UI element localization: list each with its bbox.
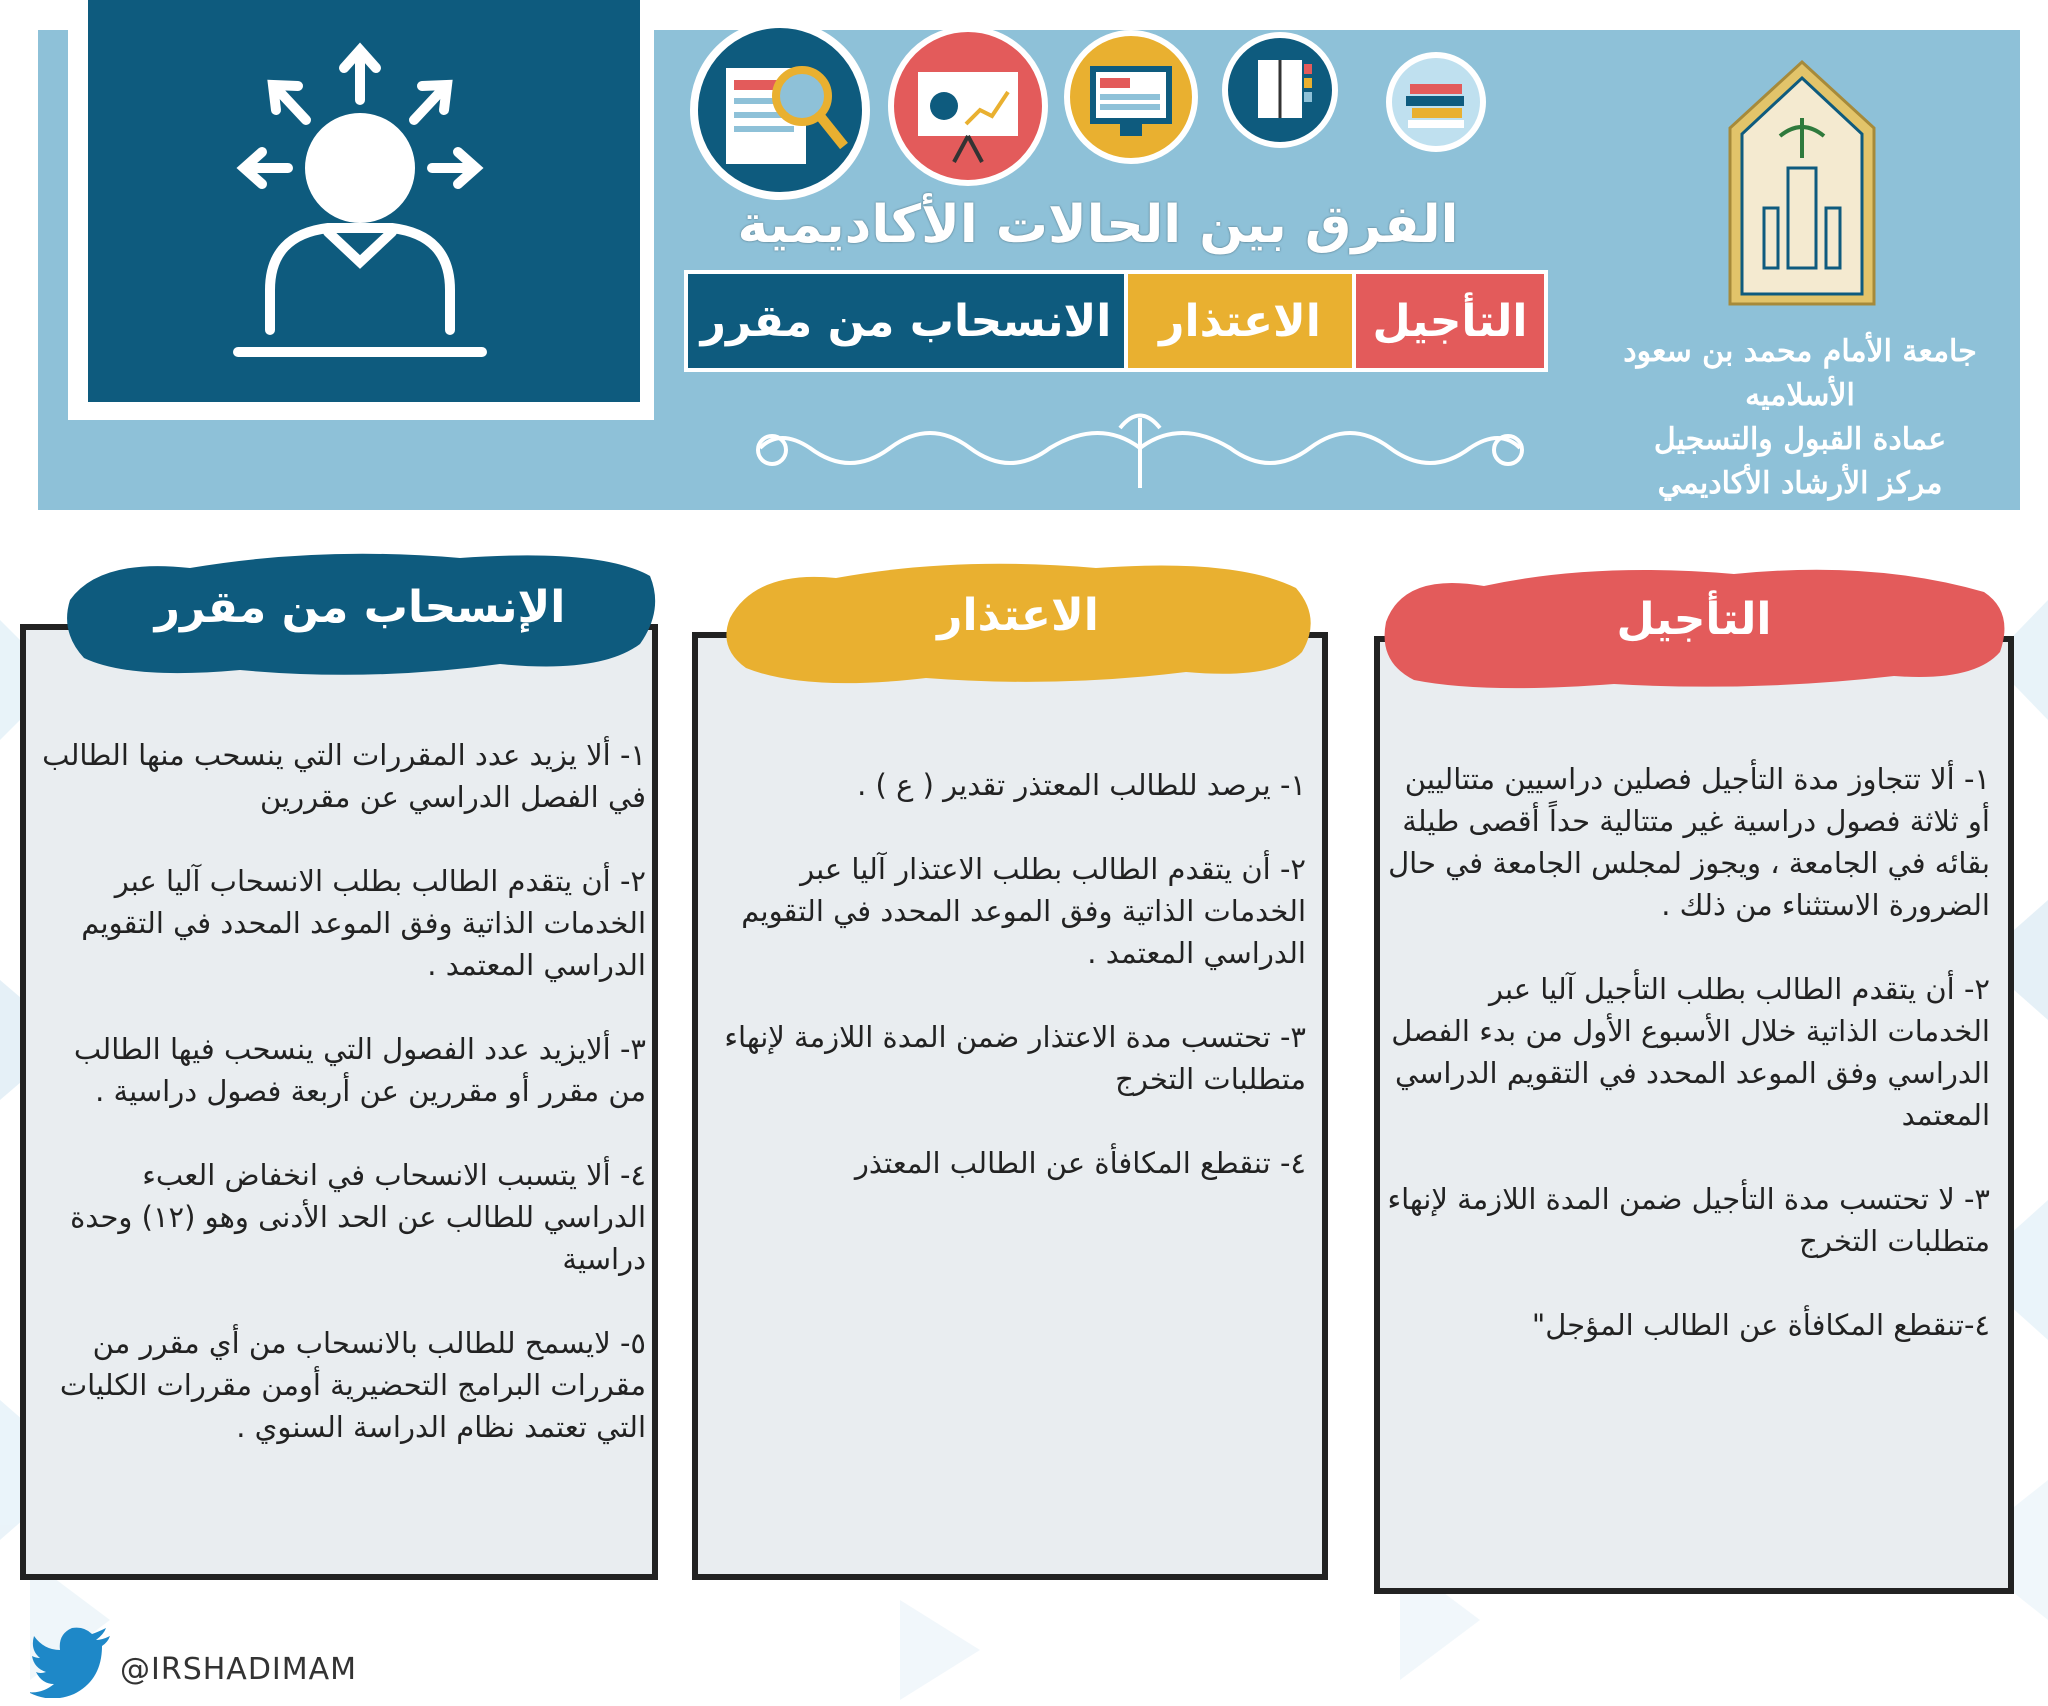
- tab-withdraw: الانسحاب من مقرر: [688, 274, 1124, 368]
- list-item: ١- ألا تتجاوز مدة التأجيل فصلين دراسيين متتاليين أو ثلاثة فصول دراسية غير متتالية حداً أقصى طيلة بقائه في الجامعة ، ويجوز لمجلس الجامعة في حال الضرورة الاستثناء من ذلك .: [1388, 762, 1990, 922]
- page-title: الفرق بين الحالات الأكاديمية: [737, 195, 1459, 255]
- twitter-handle[interactable]: @IRSHADIMAM: [120, 1652, 358, 1687]
- tab-apology: الاعتذار: [1128, 274, 1352, 368]
- list-item: ٥- لايسمح للطالب بالانسحاب من أي مقرر من مقررات البرامج التحضيرية أومن مقررات الكليات التي تعتمد نظام الدراسة السنوي .: [59, 1326, 646, 1444]
- apology-list: [706, 764, 1306, 1226]
- tab-postpone: التأجيل: [1356, 274, 1544, 368]
- twitter-bird-icon[interactable]: [30, 1626, 114, 1698]
- notebook-icon: [1222, 32, 1338, 148]
- withdraw-heading: الإنسحاب من مقرر: [154, 582, 566, 633]
- list-item: ٣- لا تحتسب مدة التأجيل ضمن المدة اللازمة لإنهاء متطلبات التخرج: [1387, 1182, 1990, 1258]
- list-item: ٣- ألايزيد عدد الفصول التي ينسحب فيها الطالب من مقرر أو مقررين عن أربعة فصول دراسية .: [73, 1032, 646, 1108]
- list-item: ١- يرصد للطالب المعتذر تقدير ( ع ) .: [857, 768, 1306, 802]
- list-item: ٣- تحتسب مدة الاعتذار ضمن المدة اللازمة لإنهاء متطلبات التخرج: [724, 1020, 1306, 1096]
- list-item: ٢- أن يتقدم الطالب بطلب الاعتذار آليا عبر الخدمات الذاتية وفق الموعد المحدد في التقويم الدراسي المعتمد .: [741, 852, 1306, 970]
- university-name: جامعة الأمام محمد بن سعود الأسلاميه: [1623, 334, 1977, 413]
- ornament-divider-icon: [720, 398, 1560, 498]
- apology-heading: الاعتذار: [937, 590, 1099, 641]
- list-item: ٤-تنقطع المكافأة عن الطالب المؤجل": [1531, 1308, 1990, 1342]
- university-info: [1580, 330, 2020, 506]
- presentation-chart-icon: [888, 26, 1048, 186]
- books-icon: [1386, 52, 1486, 152]
- withdraw-list: [34, 734, 646, 1490]
- list-item: ٤- ألا يتسبب الانسحاب في انخفاض العبء الدراسي للطالب عن الحد الأدنى وهو (١٢) وحدة دراسية: [70, 1158, 646, 1276]
- idea-panel: [88, 0, 640, 402]
- list-item: ٤- تنقطع المكافأة عن الطالب المعتذر: [854, 1146, 1306, 1180]
- brain-idea-icon: [88, 0, 640, 402]
- university-seal-icon: [1724, 58, 1880, 310]
- list-item: ١- ألا يزيد عدد المقررات التي ينسحب منها الطالب في الفصل الدراسي عن مقررين: [42, 738, 646, 814]
- list-item: ٢- أن يتقدم الطالب بطلب الانسحاب آليا عبر الخدمات الذاتية وفق الموعد المحدد في التقويم الدراسي المعتمد .: [81, 864, 646, 982]
- center-name: مركز الأرشاد الأكاديمي: [1657, 466, 1943, 501]
- web-design-icon: [1064, 30, 1198, 164]
- postpone-heading: التأجيل: [1616, 594, 1772, 645]
- postpone-list: [1386, 758, 1990, 1388]
- category-tabs: [684, 270, 1548, 372]
- list-item: ٢- أن يتقدم الطالب بطلب التأجيل آليا عبر الخدمات الذاتية خلال الأسبوع الأول من بدء الفصل الدراسي وفق الموعد المحدد في التقويم الدراسي المعتمد: [1391, 972, 1990, 1132]
- deanship-name: عمادة القبول والتسجيل: [1653, 422, 1947, 457]
- search-document-icon: [690, 20, 870, 200]
